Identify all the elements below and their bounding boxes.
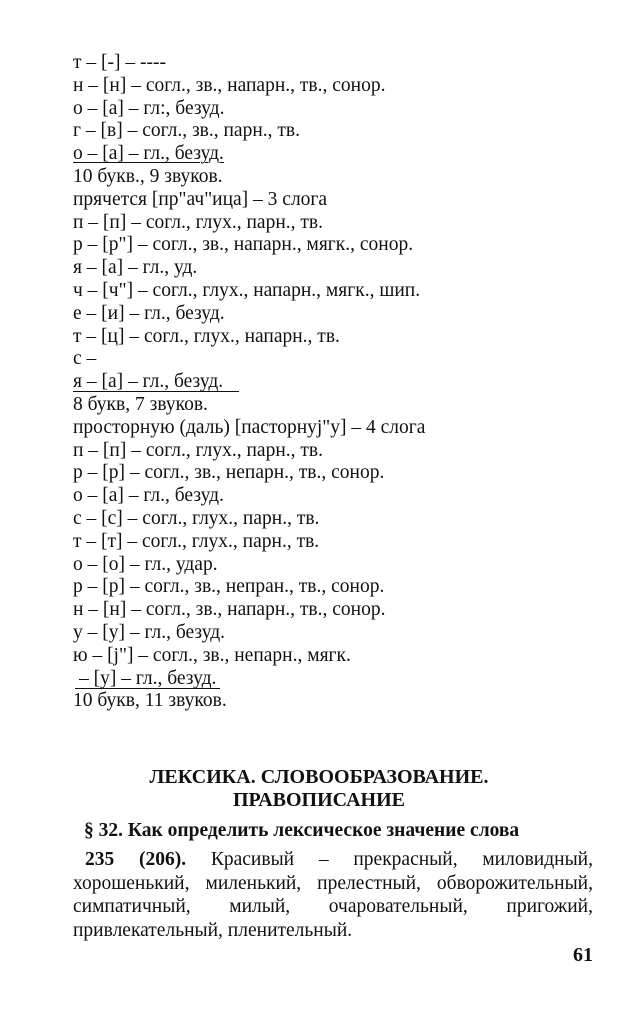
analysis-line-text: просторную (даль) [пасторнуј"у] – 4 слога [73,416,426,438]
analysis-line-text: о – [а] – гл., безуд. [73,143,224,165]
exercise-paragraph [73,848,593,942]
analysis-line-text: о – [о] – гл., удар. [73,553,218,575]
analysis-line [73,462,553,485]
analysis-line-text: е – [и] – гл., безуд. [73,302,225,324]
analysis-line [73,371,553,394]
analysis-line [73,280,553,303]
analysis-line [73,348,553,371]
analysis-line [73,166,553,189]
analysis-line-text: р – [р"] – согл., зв., напарн., мягк., сонор. [73,234,414,256]
analysis-line [73,394,553,417]
analysis-line-text: с – [73,348,97,370]
analysis-line [73,576,553,599]
exercise-text: Красивый – прекрасный, миловидный, хорошенький, миленький, прелестный, обворожительный, симпатичный, милый, очаровательный, пригожий, привлекательный, пленительный. [73,849,593,941]
paragraph-heading: § 32. Как определить лексическое значение слова [84,820,520,841]
analysis-line-text: – [у] – гл., безуд. [75,669,220,689]
analysis-line [73,326,553,349]
exercise-number: 235 (206). [85,849,187,870]
analysis-line [73,690,553,713]
analysis-line-text: 10 букв., 9 звуков. [73,165,223,187]
analysis-line [73,622,553,645]
analysis-line-text: н – [н] – согл., зв., напарн., тв., сонор. [73,74,386,96]
analysis-line-text: п – [п] – согл., глух., парн., тв. [73,439,323,461]
analysis-line-text: прячется [пр"ач"ица] – 3 слога [73,188,328,210]
analysis-line-text: р – [р] – согл., зв., непран., тв., сонор. [73,576,385,598]
analysis-line-text: у – [у] – гл., безуд. [73,621,226,643]
analysis-line-text: я – [а] – гл., безуд. [73,372,239,392]
analysis-line-text: о – [а] – гл:, безуд. [73,97,225,119]
analysis-line [73,257,553,280]
phonetic-analysis-list [73,52,553,713]
analysis-line [73,645,553,668]
analysis-line [73,120,553,143]
analysis-line-text: р – [р] – согл., зв., непарн., тв., сонор. [73,462,385,484]
analysis-line-text: п – [п] – согл., глух., парн., тв. [73,211,323,233]
analysis-line [73,668,553,691]
analysis-line [73,554,553,577]
analysis-line-text: г – [в] – согл., зв., парн., тв. [73,120,301,142]
analysis-line-text: ю – [ј"] – согл., зв., непарн., мягк. [73,644,351,666]
analysis-line-text: т – [ц] – согл., глух., напарн., тв. [73,325,340,347]
analysis-line-text: с – [с] – согл., глух., парн., тв. [73,507,320,529]
analysis-line-text: 8 букв, 7 звуков. [73,393,208,415]
analysis-line-text: н – [н] – согл., зв., напарн., тв., сонор. [73,599,386,621]
analysis-line [73,143,553,166]
analysis-line-text: 10 букв, 11 звуков. [73,690,227,712]
analysis-line [73,440,553,463]
analysis-line [73,212,553,235]
analysis-line-text: ч – [ч"] – согл., глух., напарн., мягк., шип. [73,279,421,301]
section-title-line-1: ЛЕКСИКА. СЛОВООБРАЗОВАНИЕ. [149,766,489,788]
section-title-line-2: ПРАВОПИСАНИЕ [232,789,405,811]
page-number: 61 [573,944,593,966]
analysis-line [73,417,553,440]
analysis-line [73,531,553,554]
analysis-line-text: о – [а] – гл., безуд. [73,485,224,507]
analysis-line-text: т – [-] – ---- [73,52,166,73]
analysis-line-text: я – [а] – гл., уд. [73,257,198,279]
analysis-line [73,98,553,121]
analysis-line [73,189,553,212]
analysis-line-text: т – [т] – согл., глух., парн., тв. [73,530,320,552]
analysis-line [73,599,553,622]
analysis-line [73,75,553,98]
analysis-line [73,234,553,257]
analysis-line [73,303,553,326]
analysis-line [73,52,553,75]
analysis-line [73,508,553,531]
analysis-line [73,485,553,508]
